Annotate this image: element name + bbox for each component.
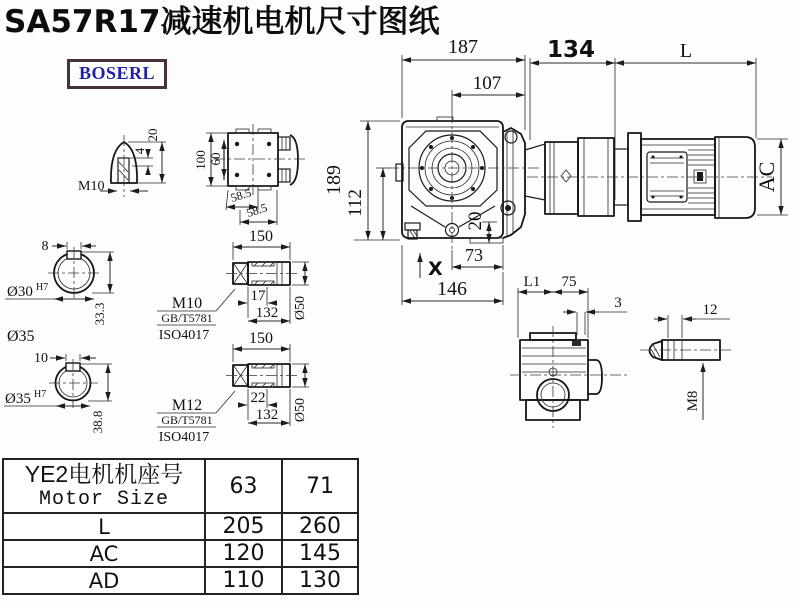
shaft-side-view-1 bbox=[226, 228, 309, 324]
dim-flange-60: 60 bbox=[208, 152, 223, 166]
note1-size: M10 bbox=[171, 295, 203, 312]
bolt-view bbox=[640, 302, 732, 420]
gearbox-bottom-side-view bbox=[510, 274, 628, 428]
label-dia-35: Ø35 bbox=[7, 328, 35, 345]
dim-134: 134 bbox=[546, 37, 596, 63]
dim-75: 75 bbox=[561, 274, 577, 290]
dim-L: L bbox=[679, 40, 693, 62]
table-row-AC bbox=[3, 540, 358, 567]
technical-drawing bbox=[0, 35, 800, 460]
dim-plug-4: 4 bbox=[132, 147, 147, 155]
dim-plug-20: 20 bbox=[145, 128, 160, 142]
dim-side1-132: 132 bbox=[255, 305, 279, 321]
dim-107: 107 bbox=[472, 73, 502, 94]
header-motor-size bbox=[3, 459, 205, 513]
dim-flange-58b: 58.5 bbox=[244, 200, 269, 220]
motor-ac-dimension bbox=[754, 139, 788, 215]
flange-top-view bbox=[193, 124, 305, 225]
dim-187: 187 bbox=[448, 36, 478, 58]
dim-33-3: 33.3 bbox=[92, 302, 107, 326]
dim-side2-132: 132 bbox=[255, 407, 279, 423]
motor-size-table bbox=[2, 458, 359, 595]
dim-189: 189 bbox=[323, 165, 345, 195]
page-title: SA57R17减速机电机尺寸图纸 bbox=[4, 4, 440, 40]
dim-AC: AC bbox=[754, 161, 779, 193]
header-en: Motor Size bbox=[38, 487, 170, 511]
dim-side1-dia50: Ø50 bbox=[293, 295, 308, 321]
dim-flange-58a: 58.5 bbox=[228, 185, 253, 205]
bolt-note-m10 bbox=[157, 289, 235, 343]
dim-shaft1-tol: H7 bbox=[36, 282, 49, 293]
dim-key-10: 10 bbox=[34, 351, 48, 366]
dim-M8: M8 bbox=[685, 390, 701, 412]
dim-side1-150: 150 bbox=[249, 228, 273, 245]
dim-112: 112 bbox=[345, 189, 366, 217]
front-view-dimensions bbox=[323, 121, 503, 305]
dim-flange-100: 100 bbox=[193, 150, 208, 170]
header-cn: YE2电机机座号 bbox=[24, 461, 184, 488]
cell-value: 110 bbox=[205, 567, 282, 594]
motor-side-view bbox=[527, 137, 772, 218]
header-col-71: 71 bbox=[282, 459, 358, 513]
dim-20: 20 bbox=[465, 211, 486, 231]
cell-value: 145 bbox=[282, 540, 358, 567]
shaft-section-35 bbox=[4, 351, 112, 433]
dim-38-8: 38.8 bbox=[90, 410, 105, 434]
row-label: AC bbox=[3, 540, 205, 567]
note2-size: M12 bbox=[171, 397, 203, 414]
dim-3: 3 bbox=[614, 295, 622, 311]
note2-iso: ISO4017 bbox=[158, 430, 210, 445]
row-label: AD bbox=[3, 567, 205, 594]
table-row-L bbox=[3, 513, 358, 540]
gearbox-front-view bbox=[388, 112, 540, 252]
cell-value: 260 bbox=[282, 513, 358, 540]
note2-std: GB/T5781 bbox=[161, 413, 213, 427]
shaft-section-30 bbox=[5, 239, 114, 325]
dim-L1: L1 bbox=[523, 274, 541, 290]
table-row-AD bbox=[3, 567, 358, 594]
note1-std: GB/T5781 bbox=[161, 311, 213, 325]
cell-value: 130 bbox=[282, 567, 358, 594]
dim-key-8: 8 bbox=[41, 239, 49, 254]
dim-side1-17: 17 bbox=[250, 288, 266, 304]
brand-logo: BOSERL bbox=[67, 59, 167, 89]
row-label: L bbox=[3, 513, 205, 540]
dim-shaft2-tol: H7 bbox=[34, 389, 47, 400]
bolt-note-m12 bbox=[157, 391, 235, 445]
header-col-63: 63 bbox=[205, 459, 282, 513]
cell-value: 120 bbox=[205, 540, 282, 567]
dim-73: 73 bbox=[465, 245, 483, 265]
breather-plug-view bbox=[78, 129, 166, 198]
dim-side2-22: 22 bbox=[250, 390, 266, 406]
cell-value: 205 bbox=[205, 513, 282, 540]
dim-shaft2-dia: Ø35 bbox=[5, 391, 31, 407]
table-header-row bbox=[3, 459, 358, 513]
dim-side2-150: 150 bbox=[249, 330, 273, 347]
dim-shaft1-dia: Ø30 bbox=[7, 284, 33, 300]
dim-side2-dia50: Ø50 bbox=[293, 397, 308, 423]
label-x-mark: X bbox=[428, 258, 443, 280]
dim-146: 146 bbox=[437, 278, 467, 300]
shaft-side-view-2 bbox=[226, 330, 309, 426]
note1-iso: ISO4017 bbox=[158, 328, 210, 343]
dim-12: 12 bbox=[702, 302, 718, 318]
dim-plug-thread: M10 bbox=[78, 179, 105, 194]
